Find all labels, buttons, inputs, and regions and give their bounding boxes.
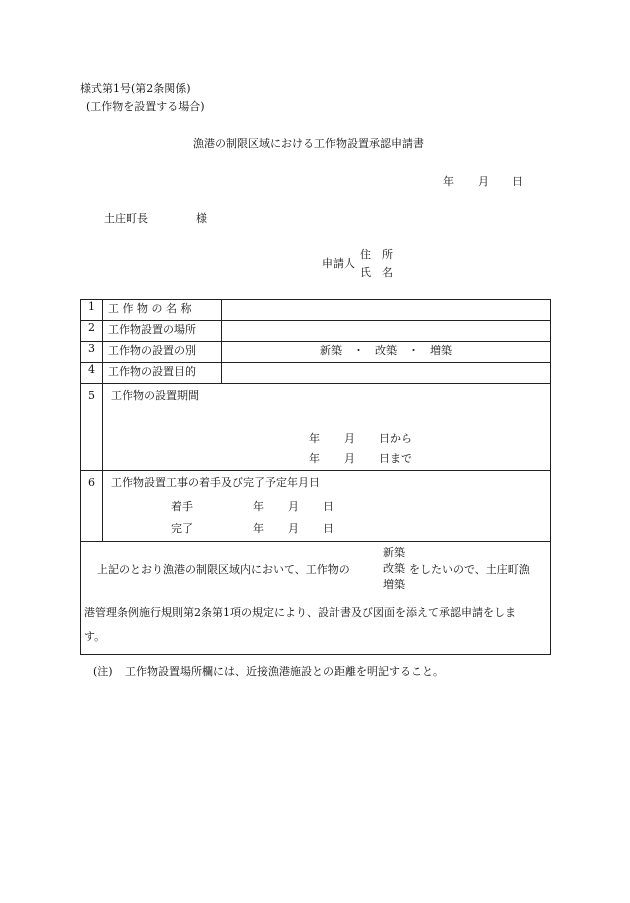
- period-from-month: 月: [344, 432, 355, 445]
- applicant-name-label: 氏 名: [360, 266, 393, 279]
- table-row: [81, 363, 551, 384]
- applicant-address-label: 住 所: [360, 248, 393, 261]
- row-number: 5: [81, 384, 103, 471]
- statement-lead: 上記のとおり漁港の制限区域内において、工作物の: [97, 563, 350, 576]
- row-number: 6: [81, 471, 103, 542]
- installation-purpose-field[interactable]: [222, 363, 551, 384]
- statement-line3: す。: [84, 630, 106, 643]
- option-renovate: 改築: [383, 562, 405, 575]
- option-new: 新築: [383, 546, 405, 559]
- table-row: [81, 342, 551, 363]
- installation-place-field[interactable]: [222, 321, 551, 342]
- construction-schedule-cell[interactable]: [103, 471, 551, 542]
- date-day-label: 日: [512, 175, 523, 188]
- row-number: 3: [81, 342, 103, 363]
- date-year-label: 年: [443, 175, 454, 188]
- row-number: 4: [81, 363, 103, 384]
- start-day: 日: [323, 500, 334, 513]
- structure-name-field[interactable]: [222, 300, 551, 321]
- option-extend: 増築: [383, 578, 405, 591]
- period-to-year: 年: [309, 452, 320, 465]
- start-year: 年: [253, 500, 264, 513]
- statement-tail: をしたいので、土庄町漁: [409, 563, 530, 576]
- row-label-installation-period: 工作物の設置期間: [111, 389, 199, 402]
- table-row: [81, 542, 551, 655]
- start-label: 着手: [171, 500, 193, 513]
- row-number: 1: [81, 300, 103, 321]
- period-to-day: 日まで: [379, 452, 412, 465]
- application-table: [80, 299, 551, 655]
- table-row: [81, 471, 551, 542]
- addressee-name: 土庄町長: [104, 212, 148, 225]
- row-number: 2: [81, 321, 103, 342]
- installation-period-cell[interactable]: [103, 384, 551, 471]
- page-title: 漁港の制限区域における工作物設置承認申請書: [193, 137, 424, 150]
- statement-line2: 港管理条例施行規則第2条第1項の規定により、設計書及び図面を添えて承認申請をしま: [84, 606, 516, 619]
- row-label-installation-type: 工作物の設置の別: [103, 342, 222, 363]
- end-label: 完了: [171, 522, 193, 535]
- note-label: (注): [93, 665, 113, 678]
- period-to-month: 月: [344, 452, 355, 465]
- start-month: 月: [288, 500, 299, 513]
- form-case: (工作物を設置する場合): [86, 100, 205, 113]
- end-month: 月: [288, 522, 299, 535]
- note-text: 工作物設置場所欄には、近接漁港施設との距離を明記すること。: [125, 665, 444, 678]
- period-from-day: 日から: [379, 432, 412, 445]
- installation-type-options[interactable]: 新築 ・ 改築 ・ 増築: [222, 342, 551, 363]
- period-from-year: 年: [309, 432, 320, 445]
- addressee-honorific: 様: [196, 212, 207, 225]
- row-label-construction-schedule: 工作物設置工事の着手及び完了予定年月日: [111, 476, 320, 489]
- statement-cell: [81, 542, 551, 655]
- table-row: [81, 300, 551, 321]
- end-year: 年: [253, 522, 264, 535]
- table-row: [81, 384, 551, 471]
- form-number: 様式第1号(第2条関係): [80, 82, 191, 95]
- row-label-installation-purpose: 工作物の設置目的: [103, 363, 222, 384]
- table-row: [81, 321, 551, 342]
- row-label-structure-name: 工 作 物 の 名 称: [103, 300, 222, 321]
- applicant-label: 申請人: [322, 257, 355, 270]
- date-month-label: 月: [478, 175, 489, 188]
- row-label-installation-place: 工作物設置の場所: [103, 321, 222, 342]
- end-day: 日: [323, 522, 334, 535]
